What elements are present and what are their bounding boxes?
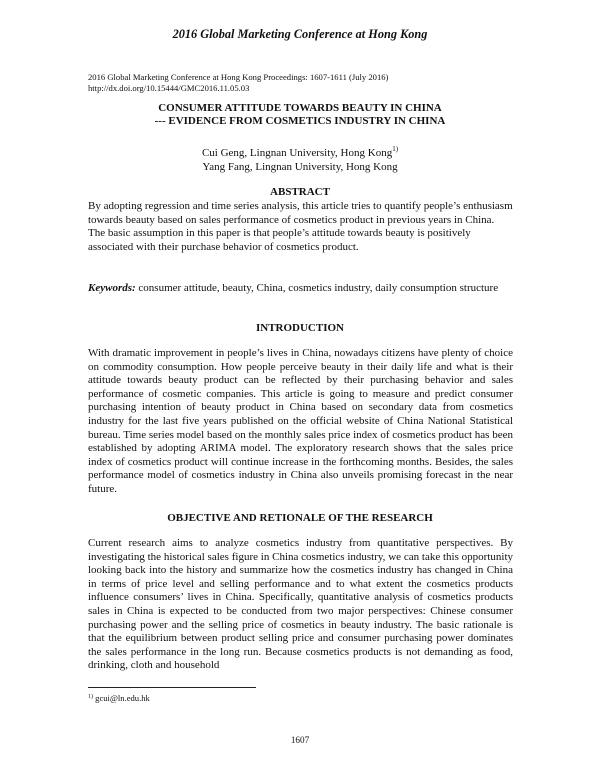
publication-meta [88, 72, 508, 93]
introduction-heading: INTRODUCTION [255, 322, 344, 334]
introduction-text: With dramatic improvement in people’s lives in China, nowadays citizens have plenty of choice on commodity consumption. How people perceive beauty in their daily life and what is their attitude towards beauty product can be reflected by their purchasing behavior and sales performance of cosmetic companies. This article is going to measure and predict consumer purchasing intention of beauty product in China based on secondary data from cosmetics industry for the last five years published on the official website of China National Statistical bureau. Time series model based on the monthly sales price index of cosmetics product has been established by adopting ARIMA model. The exploratory research shows that the sales price index of cosmetics product will continue increase in the forthcoming months. Besides, the sales performance model of cosmetics industry in China also unveils promising forecast in the near future. [88, 347, 513, 495]
footnote-mark: 1) [88, 694, 93, 700]
author-1 [0, 146, 600, 160]
doi-link[interactable]: http://dx.doi.org/10.15444/GMC2016.11.05.03 [88, 82, 250, 93]
title-line-1: CONSUMER ATTITUDE TOWARDS BEAUTY IN CHINA [158, 102, 442, 114]
objective-text: Current research aims to analyze cosmetics industry from quantitative perspectives. By investigating the historical sales figure in China cosmetics industry, we can take this opportunity looking back into the history and summarize how the cosmetics industry has changed in China in terms of price level and selling performance and to what extent the cosmetics products influence consumers’ lives in China. Specifically, quantitative analysis of cosmetics products sales in China is expected to be conducted from two major perspectives: Chinese consumer purchasing power and the selling price of cosmetics in beauty industry. The basic rationale is that the equilibrium between product selling price and consumer purchasing power dominates the sales performance in the long run. Because cosmetics products is not demanding as food, drinking, cloth and household [88, 537, 513, 672]
keywords-text: consumer attitude, beauty, China, cosmetics industry, daily consumption structure [135, 282, 499, 294]
abstract-text: By adopting regression and time series analysis, this article tries to quantify people’s enthusiasm towards beauty based on sales performance of cosmetics product in previous years in China. The basic assumption in this paper is that people’s attitude towards beauty is positively associated with their purchase behavior of cosmetics product. [88, 200, 513, 253]
author-2: Yang Fang, Lingnan University, Hong Kong [202, 161, 398, 173]
paper-title [0, 102, 600, 128]
keywords-label: Keywords: [88, 282, 136, 294]
proceedings-line: 2016 Global Marketing Conference at Hong Kong Proceedings: 1607-1611 (July 2016) [88, 72, 389, 82]
footnote-email: gcui@ln.edu.hk [93, 693, 150, 703]
author-block [0, 146, 600, 174]
title-line-2: --- EVIDENCE FROM COSMETICS INDUSTRY IN CHINA [154, 115, 446, 128]
page-number: 1607 [290, 735, 310, 745]
footnote [88, 693, 150, 703]
footnote-marker: 1) [392, 145, 399, 153]
author-1-name: Cui Geng, Lingnan University, Hong Kong [201, 147, 393, 159]
abstract-heading: ABSTRACT [270, 186, 330, 198]
running-head: 2016 Global Marketing Conference at Hong Kong [172, 27, 428, 41]
keywords [88, 282, 513, 296]
footnote-divider [88, 687, 256, 688]
objective-heading: OBJECTIVE AND RETIONALE OF THE RESEARCH [167, 512, 433, 524]
